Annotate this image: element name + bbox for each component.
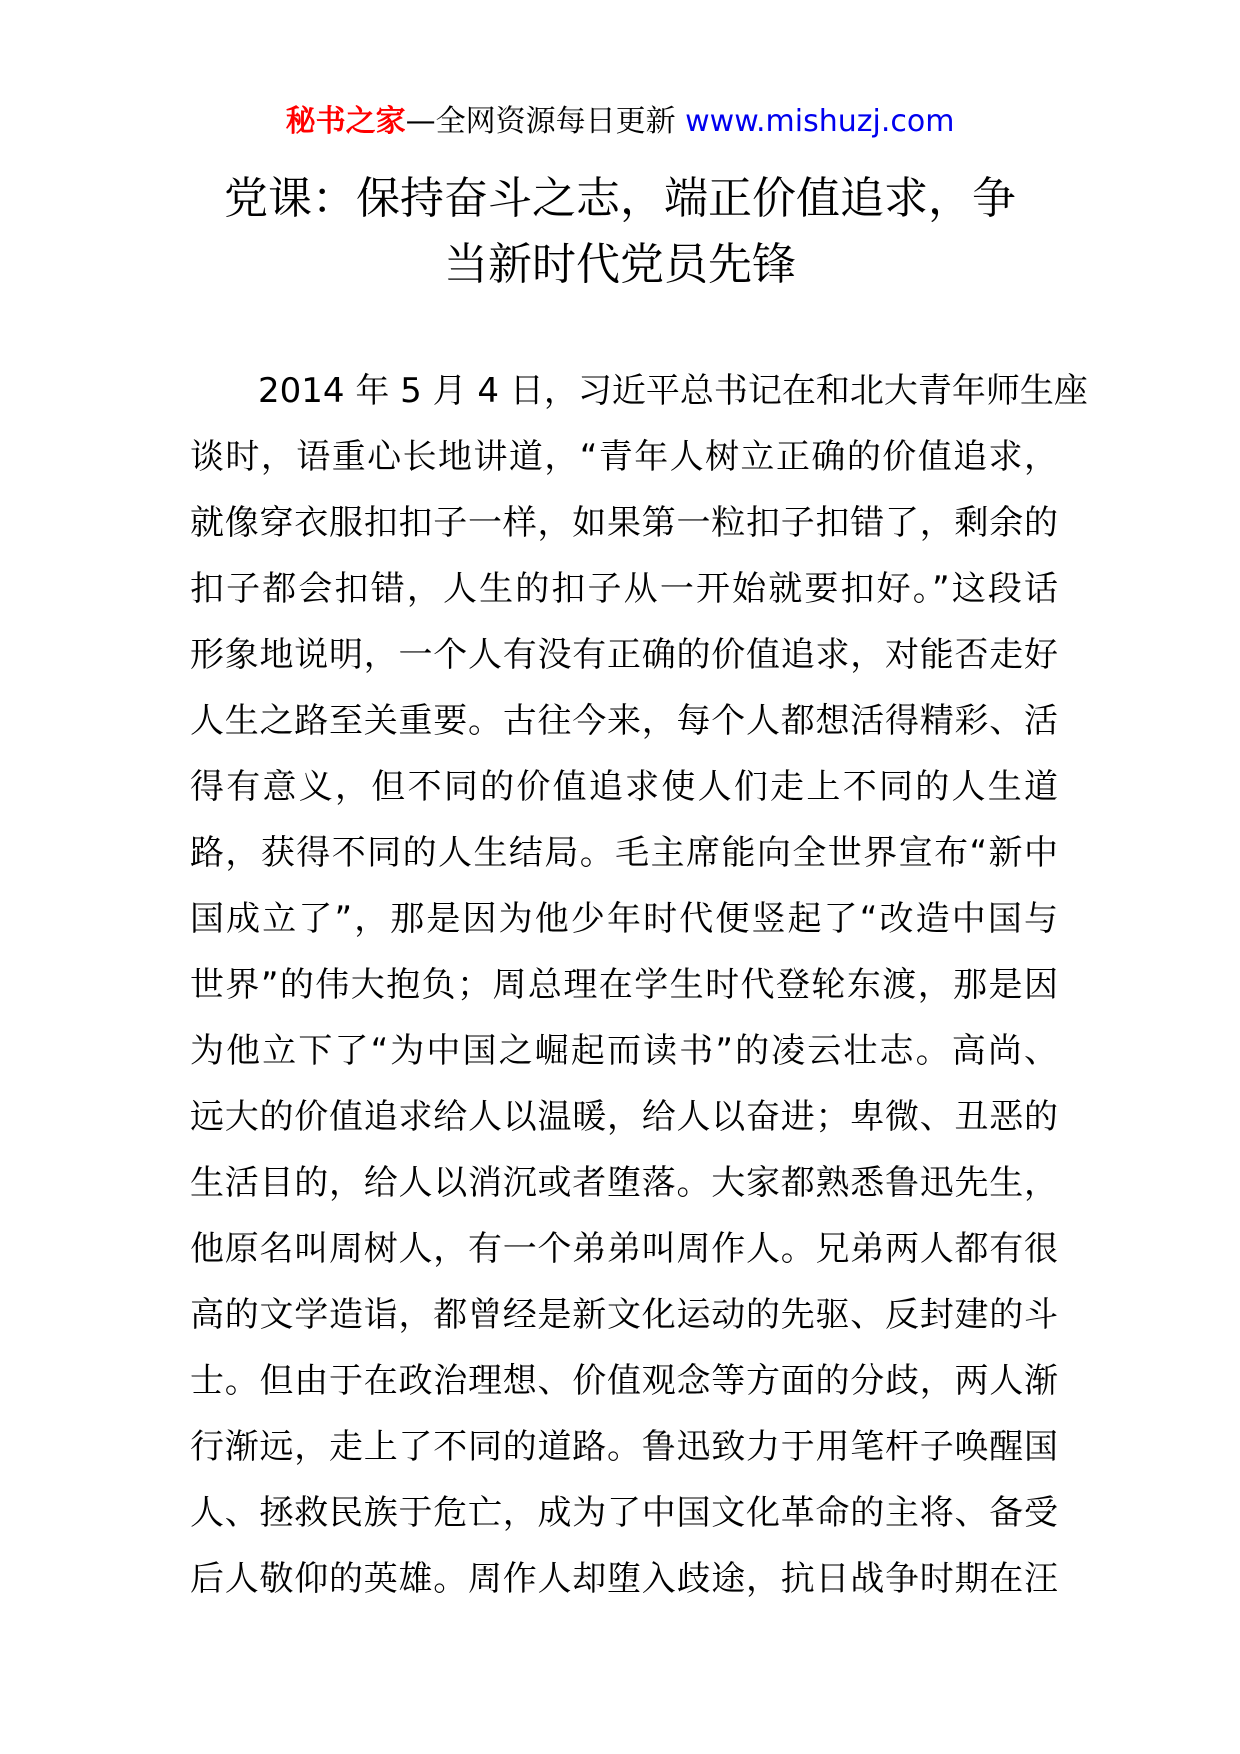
- body-line: 为他立下了“为中国之崛起而读书”的凌云壮志。高尚、: [190, 1031, 1058, 1071]
- body-line: 他原名叫周树人，有一个弟弟叫周作人。兄弟两人都有很: [190, 1229, 1058, 1269]
- body-line: 路，获得不同的人生结局。毛主席能向全世界宣布“新中: [190, 833, 1058, 873]
- body-line: 人生之路至关重要。古往今来，每个人都想活得精彩、活: [190, 701, 1058, 741]
- body-line: 形象地说明，一个人有没有正确的价值追求，对能否走好: [190, 635, 1058, 675]
- body-paragraph: [190, 358, 1088, 1612]
- body-line: 后人敬仰的英雄。周作人却堕入歧途，抗日战争时期在汪: [190, 1559, 1058, 1599]
- document-title: [190, 166, 1050, 298]
- body-line: 谈时，语重心长地讲道，“青年人树立正确的价值追求，: [190, 437, 1058, 477]
- site-url-link[interactable]: www.mishuzj.com: [685, 104, 955, 139]
- body-line: 2014 年 5 月 4 日，习近平总书记在和北大青年师生座: [258, 371, 1088, 411]
- body-line: 得有意义，但不同的价值追求使人们走上不同的人生道: [190, 767, 1058, 807]
- title-line-2: 当新时代党员先锋: [444, 239, 796, 290]
- title-line-1: 党课：保持奋斗之志，端正价值追求，争: [224, 173, 1016, 224]
- body-line: 行渐远，走上了不同的道路。鲁迅致力于用笔杆子唤醒国: [190, 1427, 1058, 1467]
- body-line: 世界”的伟大抱负；周总理在学生时代登轮东渡，那是因: [190, 965, 1058, 1005]
- header-slogan: —全网资源每日更新: [405, 104, 676, 139]
- body-line: 扣子都会扣错，人生的扣子从一开始就要扣好。”这段话: [190, 569, 1058, 609]
- body-line: 就像穿衣服扣扣子一样，如果第一粒扣子扣错了，剩余的: [190, 503, 1058, 543]
- body-line: 人、拯救民族于危亡，成为了中国文化革命的主将、备受: [190, 1493, 1058, 1533]
- brand-name: 秘书之家: [285, 104, 406, 139]
- body-line: 远大的价值追求给人以温暖，给人以奋进；卑微、丑恶的: [190, 1097, 1058, 1137]
- body-line: 士。但由于在政治理想、价值观念等方面的分歧，两人渐: [190, 1361, 1058, 1401]
- body-line: 高的文学造诣，都曾经是新文化运动的先驱、反封建的斗: [190, 1295, 1058, 1335]
- site-header: [0, 102, 1240, 142]
- body-line: 生活目的，给人以消沉或者堕落。大家都熟悉鲁迅先生，: [190, 1163, 1058, 1203]
- body-line: 国成立了”，那是因为他少年时代便竖起了“改造中国与: [190, 899, 1058, 939]
